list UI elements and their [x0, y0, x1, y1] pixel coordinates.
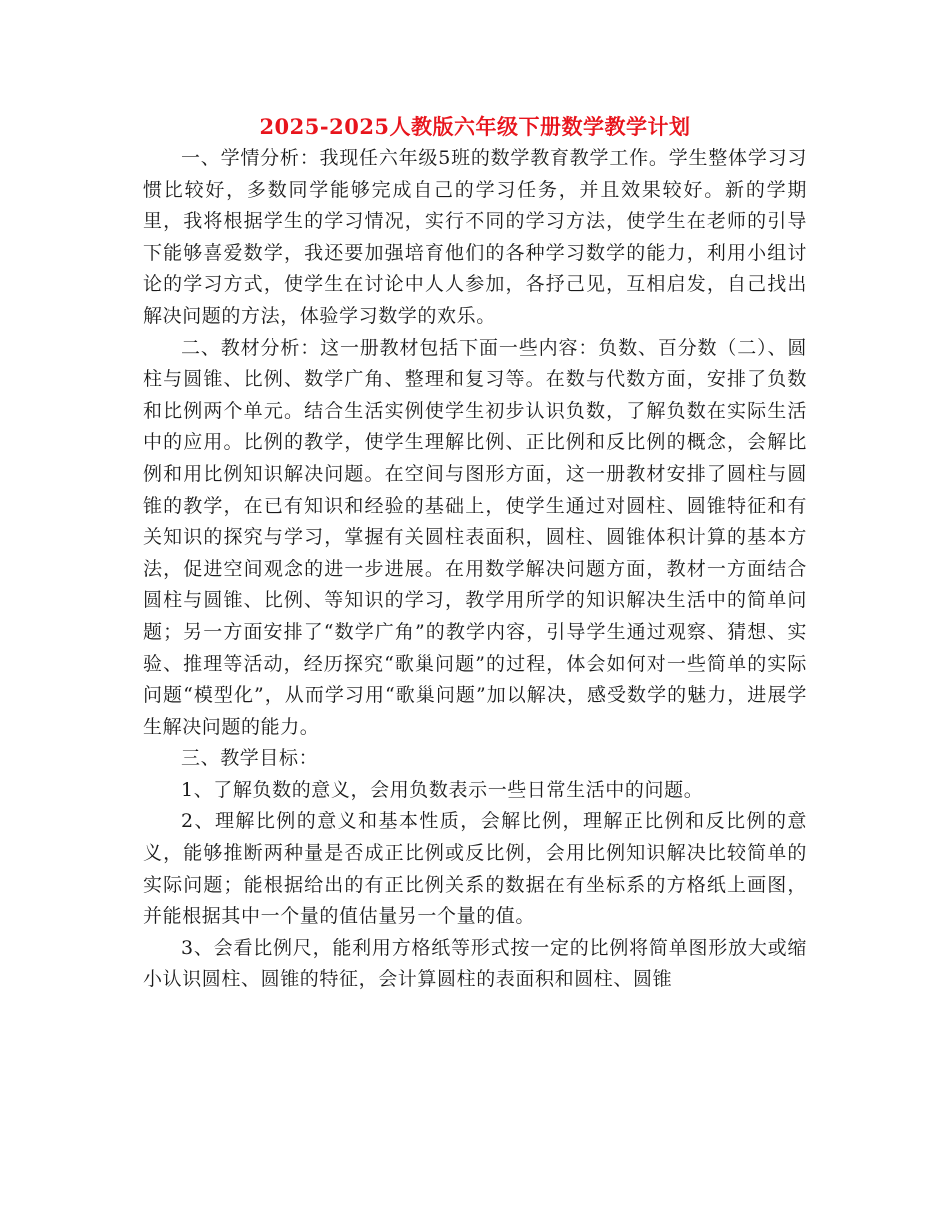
paragraph-teaching-goals-heading: 三、教学目标： — [181, 747, 319, 770]
paragraph-textbook-analysis: 二、教材分析：这一册教材包括下面一些内容：负数、百分数（二）、圆柱与圆锥、比例、数学广角、整理和复习等。在数与代数方面，安排了负数和比例两个单元。结合生活实例使学生初步认识负数，了解负数在实际生活中的应用。比例的教学，使学生理解比例、正比例和反比例的概念，会解比例和用比例知识解决问题。在空间与图形方面，这一册教材安排了圆柱与圆锥的教学，在已有知识和经验的基础上，使学生通过对圆柱、圆锥特征和有关知识的探究与学习，掌握有关圆柱表面积，圆柱、圆锥体积计算的基本方法，促进空间观念的进一步进展。在用数学解决问题方面，教材一方面结合圆柱与圆锥、比例、等知识的学习，教学用所学的知识解决生活中的简单问题；另一方面安排了“数学广角”的教学内容，引导学生通过观察、猜想、实验、推理等活动，经历探究“歌巢问题”的过程，体会如何对一些简单的实际问题“模型化”，从而学习用“歌巢问题”加以解决，感受数学的魅力，进展学生解决问题的能力。 — [143, 336, 807, 738]
document-title: 2025-2025人教版六年级下册数学教学计划 — [259, 114, 691, 139]
paragraph-goal-2: 2、理解比例的意义和基本性质，会解比例，理解正比例和反比例的意义，能够推断两种量是否成正比例或反比例，会用比例知识解决比较简单的实际问题；能根据给出的有正比例关系的数据在有坐标系的方格纸上画图，并能根据其中一个量的值估量另一个量的值。 — [143, 810, 807, 928]
document-body — [143, 143, 807, 996]
paragraph-goal-1: 1、了解负数的意义，会用负数表示一些日常生活中的问题。 — [181, 778, 704, 801]
paragraph-goal-3: 3、会看比例尺，能利用方格纸等形式按一定的比例将简单图形放大或缩小认识圆柱、圆锥的特征，会计算圆柱的表面积和圆柱、圆锥 — [143, 936, 807, 991]
paragraph-student-analysis: 一、学情分析：我现任六年级5班的数学教育教学工作。学生整体学习习惯比较好，多数同学能够完成自己的学习任务，并且效果较好。新的学期里，我将根据学生的学习情况，实行不同的学习方法，使学生在老师的引导下能够喜爱数学，我还要加强培育他们的各种学习数学的能力，利用小组讨论的学习方式，使学生在讨论中人人参加，各抒己见，互相启发，自己找出解决问题的方法，体验学习数学的欢乐。 — [143, 147, 807, 327]
